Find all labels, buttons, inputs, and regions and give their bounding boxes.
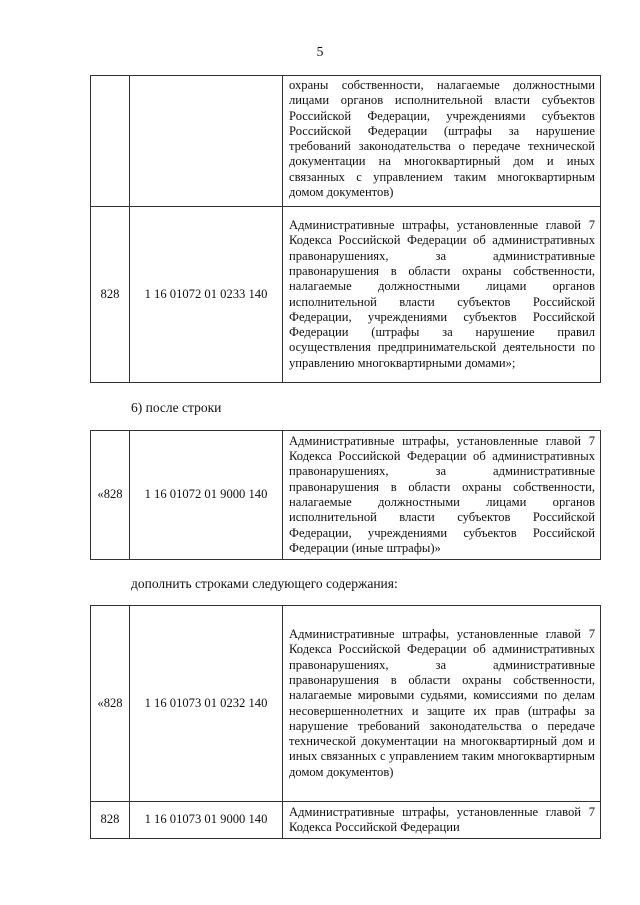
description-cell: Административные штрафы, установленные главой 7 Кодекса Российской Федерации об административных правонарушениях, за административные правонарушения в области охраны собственности, налагаемые мировыми судьями, комиссиями по делам несовершеннолетних и защите их прав (штрафы за нарушение требований законодательства о передаче технической документации на многоквартирный дом и иных связанных с управлением таким многоквартирным домом документов): [283, 606, 601, 802]
description-cell: Административные штрафы, установленные главой 7 Кодекса Российской Федерации об административных правонарушениях, за административные правонарушения в области охраны собственности, налагаемые должностными лицами органов исполнительной власти субъектов Российской Федерации, учреждениями субъектов Российской Федерации (иные штрафы)»: [283, 431, 601, 560]
paragraph-add-rows: дополнить строками следующего содержания:: [131, 576, 398, 591]
description-cell: Административные штрафы, установленные главой 7 Кодекса Российской Федерации об административных правонарушениях, за административные правонарушения в области охраны собственности, налагаемые должностными лицами органов исполнительной власти субъектов Российской Федерации, учреждениями субъектов Российской Федерации (штрафы за нарушение правил осуществления предпринимательской деятельности по управлению многоквартирными домами»;: [283, 207, 601, 383]
budget-codes-table-1: [90, 75, 601, 383]
description-cell: Административные штрафы, установленные главой 7 Кодекса Российской Федерации: [283, 802, 601, 839]
paragraph-after-row: 6) после строки: [131, 400, 222, 415]
table-row: [91, 802, 601, 839]
table-row: [91, 207, 601, 383]
admin-code-cell: 828: [91, 802, 130, 839]
admin-code-cell: 828: [91, 207, 130, 383]
budget-codes-table-2: [90, 430, 601, 560]
page-number: 5: [316, 44, 324, 59]
kbk-code-cell: 1 16 01072 01 0233 140: [130, 207, 283, 383]
table-row: [91, 606, 601, 802]
admin-code-cell: «828: [91, 606, 130, 802]
description-cell: охраны собственности, налагаемые должностными лицами органов исполнительной власти субъектов Российской Федерации, учреждениями субъектов Российской Федерации (штрафы за нарушение требований законодательства о передаче технической документации на многоквартирный дом и иных связанных с управлением таким многоквартирным домом документов): [283, 76, 601, 207]
kbk-code-cell: 1 16 01072 01 9000 140: [130, 431, 283, 560]
budget-codes-table-3: [90, 605, 601, 839]
kbk-code-cell: [130, 76, 283, 207]
admin-code-cell: [91, 76, 130, 207]
table-row: [91, 431, 601, 560]
table-row: [91, 76, 601, 207]
kbk-code-cell: 1 16 01073 01 0232 140: [130, 606, 283, 802]
admin-code-cell: «828: [91, 431, 130, 560]
kbk-code-cell: 1 16 01073 01 9000 140: [130, 802, 283, 839]
